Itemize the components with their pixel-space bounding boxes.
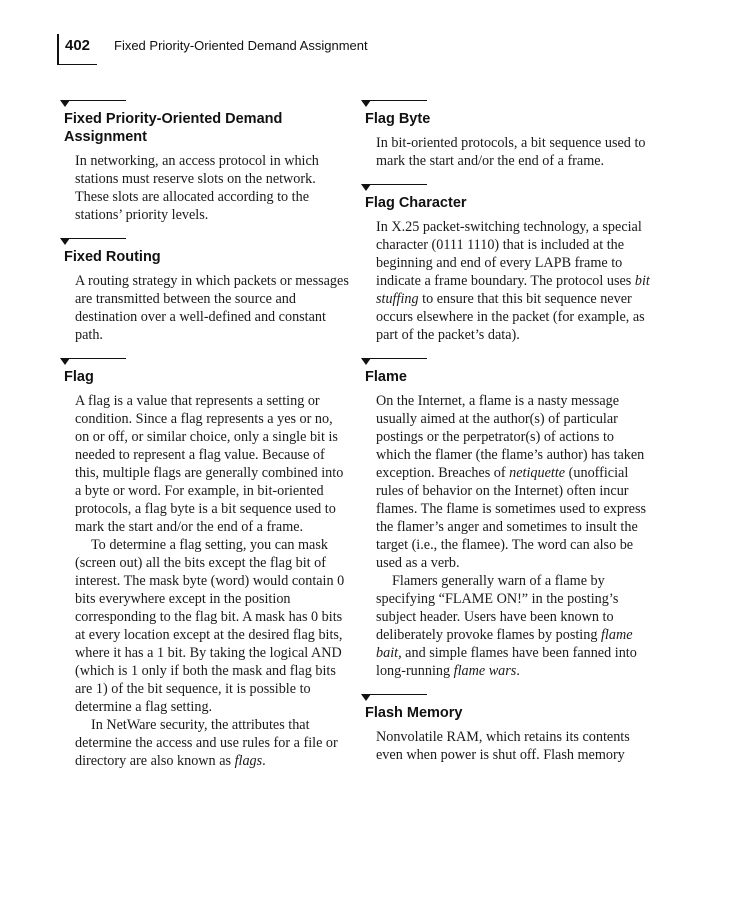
definition-paragraph: In bit-oriented protocols, a bit sequence used to mark the start and/or the end of a frame. — [376, 135, 646, 169]
entry-marker — [361, 98, 651, 108]
definition-paragraph: A flag is a value that represents a setting or condition. Since a flag represents a yes or no, on or off, or similar choice, only a single bit is needed to represent a flag value. Because of this, multiple flags are generally combined into a byte or word. For example, in bit-oriented protocols, a flag byte is a bit sequence used to mark the start and/or the end of a frame. — [75, 393, 344, 535]
header-rule-vertical — [57, 34, 59, 64]
definition-paragraph: A routing strategy in which packets or messages are transmitted between the source and destination over a well-defined and constant path. — [75, 273, 349, 343]
entry-marker — [60, 98, 350, 108]
definition-paragraph: To determine a flag setting, you can mask (screen out) all the bits except the flag bit of interest. The mask byte (word) would contain 0 bits everywhere except in the position corresponding to the flag bit. A mask has 0 bits at every location except at the desired flag bits, where it has a 1 bit. By taking the logical AND (which is 1 only if both the mask and flag bits are 1) of the bit sequence, it is possible to determine a flag setting. — [75, 537, 345, 715]
entry-term: Fixed Routing — [64, 249, 161, 265]
entry-marker — [361, 692, 651, 702]
definition-paragraph: In networking, an access protocol in which stations must reserve slots on the network. These slots are allocated according to the stations’ priority levels. — [75, 153, 319, 223]
triangle-marker-icon — [60, 238, 70, 245]
italic-term: flags — [234, 753, 263, 769]
entry-definition — [376, 218, 651, 344]
entry-fixed-priority — [60, 98, 350, 224]
entry-flag-byte — [361, 98, 651, 170]
entry-flag — [60, 356, 350, 770]
triangle-marker-icon — [361, 358, 371, 365]
triangle-marker-icon — [361, 184, 371, 191]
definition-paragraph: Flamers generally warn of a flame by specifying “FLAME ON!” in the posting’s subject header. Users have been known to deliberately provoke flames by posting flame bait, and simple flames have been fanned into long-running flame wars. — [376, 573, 637, 679]
page-number: 402 — [65, 37, 91, 54]
entry-marker — [60, 356, 350, 366]
italic-term: bit stuffing — [376, 273, 650, 307]
entry-flame — [361, 356, 651, 680]
left-column — [60, 98, 350, 770]
entry-term: Flag — [64, 369, 94, 385]
entry-fixed-routing — [60, 236, 350, 344]
entry-term: Flash Memory — [365, 705, 463, 721]
triangle-marker-icon — [60, 100, 70, 107]
entry-term: Flag Character — [365, 195, 467, 211]
entry-definition — [75, 392, 350, 770]
definition-paragraph: In NetWare security, the attributes that determine the access and use rules for a file or directory are also known as flags. — [75, 717, 338, 769]
entry-term: Flag Byte — [365, 111, 431, 127]
triangle-marker-icon — [361, 100, 371, 107]
entry-flag-character — [361, 182, 651, 344]
entry-term: Flame — [365, 369, 407, 385]
right-column — [361, 98, 651, 764]
triangle-marker-icon — [60, 358, 70, 365]
entry-definition — [75, 152, 350, 224]
definition-paragraph: On the Internet, a flame is a nasty message usually aimed at the author(s) of particular postings or the perpetrator(s) of actions to which the flamer (the flame’s author) has taken exception. Breaches of netiquette (unofficial rules of behavior on the Internet) often incur flames. The flame is sometimes used to express the flamer’s anger and sometimes to insult the target (i.e., the flamee). The word can also be used as a verb. — [376, 393, 647, 571]
page-header — [57, 32, 717, 62]
entry-term: Fixed Priority-Oriented Demand Assignment — [64, 111, 283, 145]
entry-definition — [376, 134, 651, 170]
entry-marker — [60, 236, 350, 246]
running-head: Fixed Priority-Oriented Demand Assignment — [114, 38, 368, 53]
entry-flash-memory — [361, 692, 651, 764]
italic-term: flame bait, — [376, 627, 633, 661]
italic-term: netiquette — [509, 465, 566, 481]
header-rule-horizontal — [57, 64, 97, 65]
entry-definition — [376, 728, 651, 764]
entry-definition — [75, 272, 350, 344]
entry-definition — [376, 392, 651, 680]
definition-paragraph: Nonvolatile RAM, which retains its contents even when power is shut off. Flash memory — [376, 729, 630, 763]
triangle-marker-icon — [361, 694, 371, 701]
entry-marker — [361, 182, 651, 192]
entry-marker — [361, 356, 651, 366]
italic-term: flame wars — [453, 663, 517, 679]
definition-paragraph: In X.25 packet-switching technology, a special character (0111 1110) that is included at the beginning and end of every LAPB frame to indicate a frame boundary. The protocol uses bit stuffing to ensure that this bit sequence never occurs elsewhere in the packet (for example, as part of the packet’s data). — [376, 219, 650, 343]
